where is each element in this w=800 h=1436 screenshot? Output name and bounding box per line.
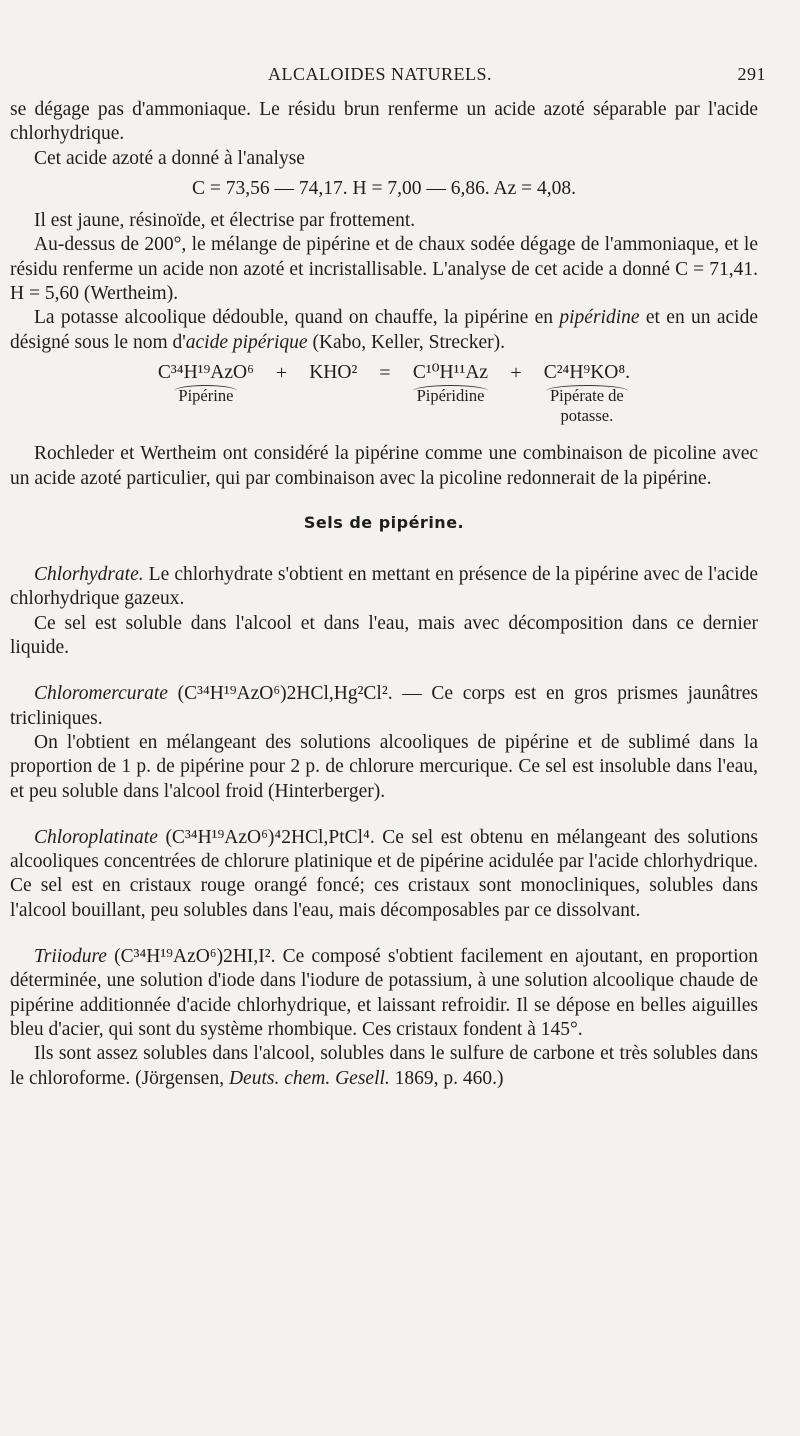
- chloroplatinate-name: Chloroplatinate: [34, 826, 158, 848]
- chlorhydrate-paragraph-2: Ce sel est soluble dans l'alcool et dans l'eau, mais avec décomposition dans ce dernier liquide.: [10, 612, 758, 659]
- formula-piperidine: C¹⁰H¹¹Az: [412, 361, 489, 383]
- plus-sign: +: [275, 361, 288, 384]
- chemical-equation: [30, 361, 758, 426]
- equation-term-piperine: [158, 361, 254, 406]
- p5-text-c: et en un acide désigné sous le nom d': [10, 307, 758, 353]
- page-header: [0, 62, 800, 92]
- chloromercurate-formula: (C³⁴H¹⁹AzO⁶)2HCl,Hg²Cl².: [167, 683, 393, 705]
- chloromercurate-name: Chloromercurate: [34, 683, 168, 705]
- final-text-a: Ils sont assez solubles dans l'alcool, solubles dans le sulfure de carbone et très solubles dans le chloroforme. (Jörgensen,: [10, 1043, 758, 1089]
- triiodure-name: Triiodure: [34, 946, 107, 968]
- analysis-formula: C = 73,56 — 74,17. H = 7,00 — 6,86. Az = 4,08.: [192, 177, 576, 199]
- chloroplatinate-paragraph: [10, 826, 758, 923]
- formula-piperate: C²⁴H⁹KO⁸.: [543, 361, 631, 383]
- chloromercurate-text: — Ce corps est en gros prismes jaunâtres tricliniques.: [10, 683, 758, 729]
- p5-text-a: La potasse alcoolique dédouble, quand on chauffe, la pipérine en: [34, 307, 560, 329]
- paragraph-2: Cet acide azoté a donné à l'analyse: [34, 147, 305, 169]
- chloromercurate-paragraph: [10, 682, 758, 731]
- triiodure-paragraph: [10, 945, 758, 1042]
- plus-sign: +: [510, 361, 522, 384]
- p5-term-acide-piperique: acide pipérique: [185, 331, 308, 353]
- page-body: [10, 98, 758, 1091]
- chlorhydrate-text: Le chlorhydrate s'obtient en mettant en présence de la pipérine avec de l'acide chlorhydrique gazeux.: [10, 564, 758, 610]
- journal-reference: Deuts. chem. Gesell.: [228, 1067, 390, 1089]
- formula-kho: KHO²: [309, 361, 358, 383]
- final-paragraph: [10, 1042, 758, 1091]
- running-title: ALCALOIDES NATURELS.: [268, 64, 492, 84]
- triiodure-text: Ce composé s'obtient facilement en ajoutant, en proportion déterminée, une solution d'iode dans l'iodure de potassium, à une solution alcoolique chaude de pipérine additionnée d'acide chlorhydrique, et laissant refroidir. Il se dépose en belles aiguilles bleu d'acier, qui sont du système rhombique. Ces cristaux fondent à 145°.: [10, 946, 758, 1040]
- chloromercurate-paragraph-2: On l'obtient en mélangeant des solutions alcooliques de pipérine et de sublimé dans la proportion de 1 p. de pipérine pour 2 p. de chlorure mercurique. Ce sel est insoluble dans l'eau, et peu soluble dans l'alcool froid (Hinterberger).: [10, 731, 758, 802]
- equation-term-piperidine: [413, 361, 489, 406]
- paragraph-4: Au-dessus de 200°, le mélange de pipérine et de chaux sodée dégage de l'ammoniaque, et le résidu renferme un acide non azoté et incristallisable. L'analyse de cet acide a donné C = 71,41. H = 5,60 (Wertheim).: [10, 234, 758, 305]
- label-potasse: potasse.: [560, 406, 614, 426]
- p5-term-piperidine: pipéridine: [559, 307, 640, 329]
- formula-piperine: C³⁴H¹⁹AzO⁶: [157, 361, 254, 383]
- paragraph-5: [10, 306, 758, 355]
- chloroplatinate-text: Ce sel est obtenu en mélangeant des solutions alcooliques concentrées de chlorure platinique et de pipérine acidulée par l'acide chlorhydrique. Ce sel est en cristaux rouge orangé foncé; ces cristaux sont monocliniques, solubles dans l'alcool bouillant, peu solubles dans l'eau, mais décomposables par ce dissolvant.: [10, 826, 758, 921]
- equation-term-kho: [309, 361, 357, 385]
- triiodure-formula: (C³⁴H¹⁹AzO⁶)2HI,I².: [106, 946, 276, 968]
- chlorhydrate-name: Chlorhydrate.: [34, 564, 144, 586]
- final-text-c: 1869, p. 460.): [389, 1067, 504, 1089]
- paragraph-1: se dégage pas d'ammoniaque. Le résidu brun renferme un acide azoté séparable par l'acide chlorhydrique.: [10, 99, 758, 145]
- label-piperidine: Pipéridine: [413, 385, 489, 406]
- chloroplatinate-formula: (C³⁴H¹⁹AzO⁶)⁴2HCl,PtCl⁴.: [157, 826, 375, 848]
- p5-text-e: (Kabo, Keller, Strecker).: [307, 331, 505, 353]
- equation-term-piperate: [544, 361, 630, 426]
- equals-sign: =: [379, 361, 391, 384]
- label-piperine: Pipérine: [174, 385, 237, 406]
- section-title: Sels de pipérine.: [303, 512, 465, 532]
- paragraph-3: Il est jaune, résinoïde, et électrise par frottement.: [34, 210, 416, 232]
- paragraph-6: Rochleder et Wertheim ont considéré la pipérine comme une combinaison de picoline avec un acide azoté particulier, qui par combinaison avec la picoline redonnerait de la pipérine.: [10, 443, 758, 489]
- chlorhydrate-paragraph: [10, 563, 758, 612]
- label-piperate: Pipérate de: [546, 385, 628, 406]
- page-number: 291: [737, 64, 766, 84]
